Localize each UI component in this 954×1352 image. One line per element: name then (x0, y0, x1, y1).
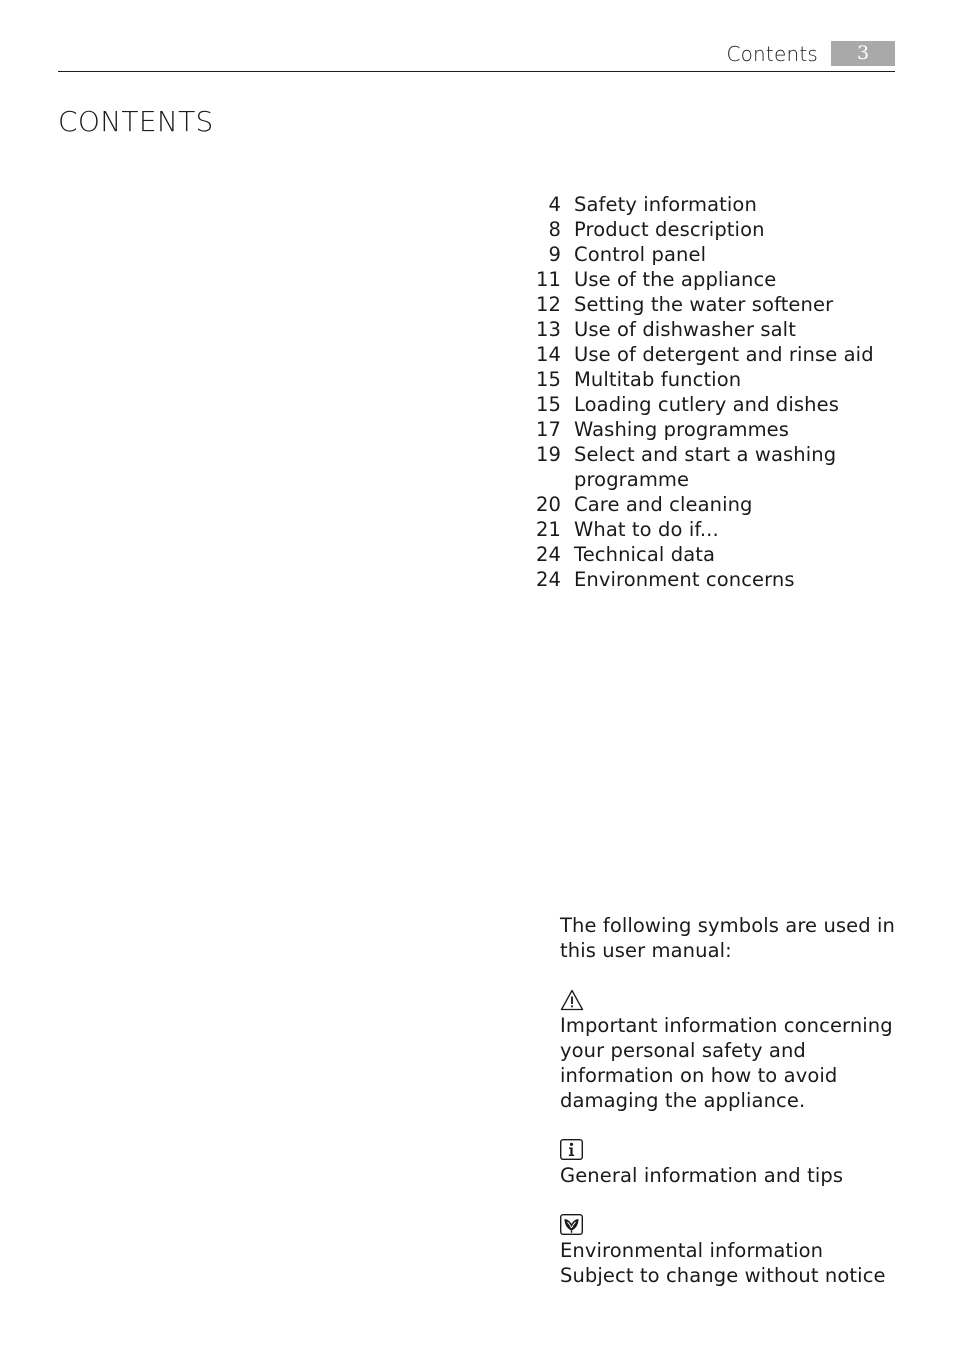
symbols-intro: The following symbols are used in this user manual: (560, 914, 896, 962)
toc-title: Safety information (574, 193, 757, 216)
symbol-environment-text: Environmental information (560, 1239, 824, 1262)
toc-entry[interactable] (520, 217, 900, 242)
toc-page-number: 15 (535, 393, 561, 416)
toc-page-number: 24 (535, 568, 561, 591)
toc-page-number: 21 (535, 518, 561, 541)
symbol-info-block (560, 1138, 900, 1188)
toc-page-number: 17 (535, 418, 561, 441)
warning-triangle-icon (560, 988, 584, 1013)
table-of-contents (520, 192, 900, 592)
toc-entry[interactable] (520, 317, 900, 342)
toc-entry[interactable] (520, 192, 900, 217)
toc-page-number: 15 (535, 368, 561, 391)
header-divider (58, 71, 895, 72)
toc-page-number: 14 (535, 343, 561, 366)
toc-entry[interactable] (520, 492, 900, 517)
header-section-label: Contents (726, 42, 818, 66)
toc-entry[interactable] (520, 442, 900, 467)
symbol-environment-block (560, 1213, 900, 1263)
toc-page-number: 8 (548, 218, 561, 241)
toc-title: What to do if... (574, 518, 719, 541)
page-number-badge: 3 (831, 41, 895, 66)
toc-title: Select and start a washing (574, 443, 837, 466)
toc-title: programme (574, 468, 690, 491)
toc-title: Product description (574, 218, 765, 241)
toc-page-number: 24 (535, 543, 561, 566)
toc-page-number: 11 (535, 268, 561, 291)
toc-entry[interactable] (520, 267, 900, 292)
environment-icon (560, 1213, 584, 1238)
toc-entry[interactable] (520, 567, 900, 592)
symbol-warning-block (560, 988, 900, 1113)
toc-title: Technical data (574, 543, 716, 566)
toc-page-number: 13 (535, 318, 561, 341)
toc-page-number (520, 467, 561, 492)
toc-title: Use of detergent and rinse aid (574, 343, 874, 366)
toc-title: Environment concerns (574, 568, 795, 591)
toc-title: Loading cutlery and dishes (574, 393, 839, 416)
page-title: CONTENTS (58, 105, 214, 138)
info-icon (560, 1138, 584, 1163)
symbol-info-text: General information and tips (560, 1164, 844, 1187)
toc-entry[interactable] (520, 517, 900, 542)
toc-title: Multitab function (574, 368, 742, 391)
toc-page-number: 12 (535, 293, 561, 316)
toc-title: Use of dishwasher salt (574, 318, 796, 341)
toc-entry[interactable] (520, 392, 900, 417)
toc-page-number: 4 (548, 193, 561, 216)
toc-entry[interactable] (520, 342, 900, 367)
toc-entry[interactable] (520, 242, 900, 267)
toc-entry-continuation[interactable] (520, 467, 900, 492)
toc-title: Setting the water softener (574, 293, 834, 316)
toc-title: Control panel (574, 243, 707, 266)
toc-title: Use of the appliance (574, 268, 777, 291)
toc-page-number: 19 (535, 443, 561, 466)
toc-entry[interactable] (520, 292, 900, 317)
change-notice: Subject to change without notice (560, 1264, 886, 1287)
toc-page-number: 9 (548, 243, 561, 266)
toc-entry[interactable] (520, 417, 900, 442)
toc-title: Care and cleaning (574, 493, 753, 516)
toc-entry[interactable] (520, 367, 900, 392)
toc-entry[interactable] (520, 542, 900, 567)
symbols-legend (560, 913, 900, 1288)
toc-page-number: 20 (535, 493, 561, 516)
toc-title: Washing programmes (574, 418, 790, 441)
symbol-warning-text: Important information concerning your personal safety and information on how to avoid damaging the appliance. (560, 1014, 893, 1112)
